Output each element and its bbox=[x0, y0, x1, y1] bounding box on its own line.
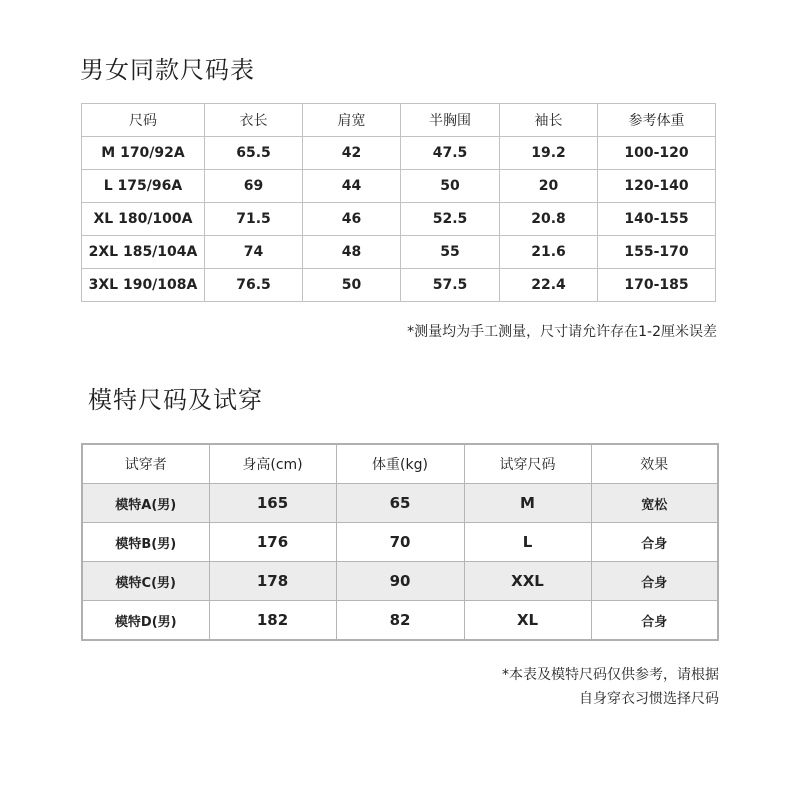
table-row bbox=[82, 523, 718, 562]
table-cell: 155-170 bbox=[598, 236, 716, 269]
table-cell: 46 bbox=[303, 203, 401, 236]
table-cell: 71.5 bbox=[205, 203, 303, 236]
table-cell: 178 bbox=[209, 562, 336, 601]
table-cell: 140-155 bbox=[598, 203, 716, 236]
table-cell: L 175/96A bbox=[82, 170, 205, 203]
table-cell: 52.5 bbox=[401, 203, 500, 236]
table-cell: 2XL 185/104A bbox=[82, 236, 205, 269]
table-cell: 176 bbox=[209, 523, 336, 562]
table-cell: 19.2 bbox=[500, 137, 598, 170]
table-cell: 合身 bbox=[591, 523, 718, 562]
table-cell: M bbox=[464, 484, 591, 523]
size-chart-title: 男女同款尺码表 bbox=[80, 56, 255, 84]
table-header-row bbox=[82, 444, 718, 484]
table-cell: 82 bbox=[336, 601, 464, 641]
table-cell: 170-185 bbox=[598, 269, 716, 302]
table-cell: 165 bbox=[209, 484, 336, 523]
table-cell: 48 bbox=[303, 236, 401, 269]
table-cell: 3XL 190/108A bbox=[82, 269, 205, 302]
reference-note-line-1: *本表及模特尺码仅供参考，请根据 bbox=[502, 667, 719, 683]
table-cell: 模特D(男) bbox=[82, 601, 209, 641]
table-cell: M 170/92A bbox=[82, 137, 205, 170]
table-cell: 47.5 bbox=[401, 137, 500, 170]
table-cell: 50 bbox=[401, 170, 500, 203]
table-cell: 90 bbox=[336, 562, 464, 601]
table-cell: 模特B(男) bbox=[82, 523, 209, 562]
table-cell: 20.8 bbox=[500, 203, 598, 236]
table-cell: 22.4 bbox=[500, 269, 598, 302]
header-sleeve: 袖长 bbox=[500, 104, 598, 137]
table-cell: 65.5 bbox=[205, 137, 303, 170]
size-chart-table bbox=[81, 103, 716, 302]
table-header-row bbox=[82, 104, 716, 137]
table-cell: 44 bbox=[303, 170, 401, 203]
table-cell: 76.5 bbox=[205, 269, 303, 302]
table-cell: 模特A(男) bbox=[82, 484, 209, 523]
table-cell: 55 bbox=[401, 236, 500, 269]
table-row bbox=[82, 601, 718, 641]
table-cell: 65 bbox=[336, 484, 464, 523]
table-cell: 模特C(男) bbox=[82, 562, 209, 601]
table-row bbox=[82, 236, 716, 269]
table-cell: XL bbox=[464, 601, 591, 641]
table-cell: 69 bbox=[205, 170, 303, 203]
table-cell: 120-140 bbox=[598, 170, 716, 203]
table-cell: 宽松 bbox=[591, 484, 718, 523]
table-cell: 合身 bbox=[591, 562, 718, 601]
header-half-chest: 半胸围 bbox=[401, 104, 500, 137]
table-row bbox=[82, 137, 716, 170]
reference-note bbox=[502, 663, 719, 711]
header-length: 衣长 bbox=[205, 104, 303, 137]
table-cell: 100-120 bbox=[598, 137, 716, 170]
header-weight: 参考体重 bbox=[598, 104, 716, 137]
model-chart-title: 模特尺码及试穿 bbox=[88, 386, 263, 414]
header-tester: 试穿者 bbox=[82, 444, 209, 484]
header-height: 身高(cm) bbox=[209, 444, 336, 484]
table-row bbox=[82, 170, 716, 203]
model-chart-table bbox=[81, 443, 719, 641]
header-weight: 体重(kg) bbox=[336, 444, 464, 484]
measurement-note: *测量均为手工测量，尺寸请允许存在1-2厘米误差 bbox=[407, 324, 717, 340]
table-row bbox=[82, 203, 716, 236]
table-cell: 182 bbox=[209, 601, 336, 641]
table-cell: 57.5 bbox=[401, 269, 500, 302]
header-size: 尺码 bbox=[82, 104, 205, 137]
table-cell: 20 bbox=[500, 170, 598, 203]
table-row bbox=[82, 484, 718, 523]
table-cell: XXL bbox=[464, 562, 591, 601]
table-cell: L bbox=[464, 523, 591, 562]
table-cell: 21.6 bbox=[500, 236, 598, 269]
table-row bbox=[82, 562, 718, 601]
table-cell: 70 bbox=[336, 523, 464, 562]
table-cell: 74 bbox=[205, 236, 303, 269]
table-cell: 合身 bbox=[591, 601, 718, 641]
header-tried-size: 试穿尺码 bbox=[464, 444, 591, 484]
reference-note-line-2: 自身穿衣习惯选择尺码 bbox=[579, 691, 719, 707]
table-cell: 42 bbox=[303, 137, 401, 170]
table-cell: 50 bbox=[303, 269, 401, 302]
table-row bbox=[82, 269, 716, 302]
table-cell: XL 180/100A bbox=[82, 203, 205, 236]
header-shoulder: 肩宽 bbox=[303, 104, 401, 137]
header-effect: 效果 bbox=[591, 444, 718, 484]
